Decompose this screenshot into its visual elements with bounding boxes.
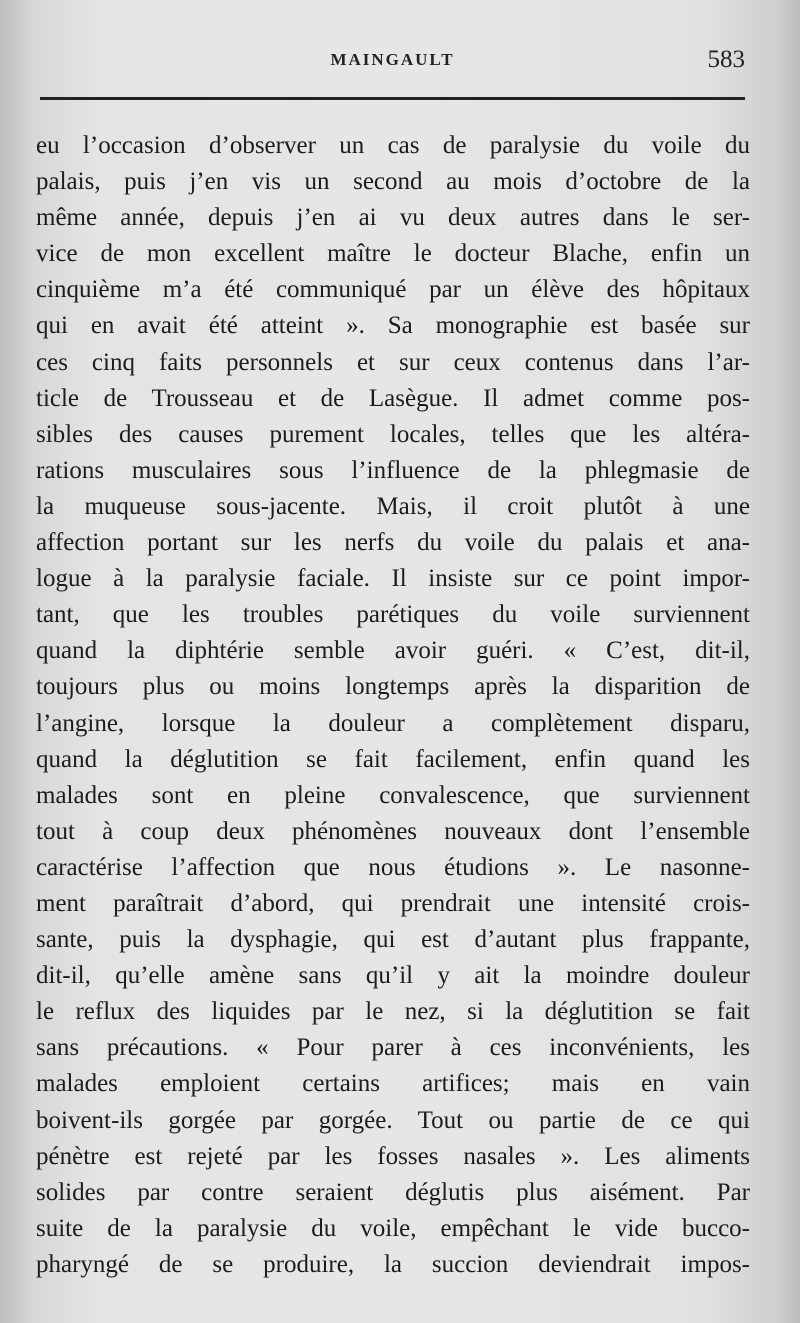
text-line: sibles des causes purement locales, telles que les altéra- <box>36 420 750 448</box>
text-line: suite de la paralysie du voile, empêchant le vide bucco- <box>36 1214 750 1242</box>
text-line: la muqueuse sous-jacente. Mais, il croit plutôt à une <box>36 492 750 520</box>
text-line: ticle de Trousseau et de Lasègue. Il admet comme pos- <box>36 384 750 412</box>
text-line: cinquième m’a été communiqué par un élève des hôpitaux <box>36 276 750 304</box>
page-number: 583 <box>707 46 745 73</box>
text-line: l’angine, lorsque la douleur a complètement disparu, <box>36 709 750 737</box>
text-line: ces cinq faits personnels et sur ceux contenus dans l’ar- <box>36 348 750 376</box>
text-line: solides par contre seraient déglutis plus aisément. Par <box>36 1178 750 1206</box>
text-line: caractérise l’affection que nous étudions ». Le nasonne- <box>36 853 750 881</box>
text-line: boivent-ils gorgée par gorgée. Tout ou partie de ce qui <box>36 1106 750 1134</box>
text-line: le reflux des liquides par le nez, si la déglutition se fait <box>36 998 750 1026</box>
text-line: sante, puis la dysphagie, qui est d’autant plus frappante, <box>36 926 750 954</box>
text-line: malades sont en pleine convalescence, que surviennent <box>36 781 750 809</box>
text-line: pénètre est rejeté par les fosses nasales ». Les aliments <box>36 1142 750 1170</box>
text-line: tout à coup deux phénomènes nouveaux dont l’ensemble <box>36 817 750 845</box>
text-line: logue à la paralysie faciale. Il insiste sur ce point impor- <box>36 565 750 593</box>
text-line: pharyngé de se produire, la succion deviendrait impos- <box>36 1250 750 1278</box>
text-line: rations musculaires sous l’influence de la phlegmasie de <box>36 456 750 484</box>
text-line: malades emploient certains artifices; mais en vain <box>36 1070 750 1098</box>
text-line: vice de mon excellent maître le docteur Blache, enfin un <box>36 240 750 268</box>
text-line: ment paraîtrait d’abord, qui prendrait une intensité crois- <box>36 889 750 917</box>
text-line: palais, puis j’en vis un second au mois d’octobre de la <box>36 168 750 196</box>
header-rule <box>40 97 745 100</box>
text-line: eu l’occasion d’observer un cas de paralysie du voile du <box>36 132 750 159</box>
text-line: quand la déglutition se fait facilement, enfin quand les <box>36 745 750 773</box>
body-text <box>36 128 750 1283</box>
text-line: qui en avait été atteint ». Sa monographie est basée sur <box>36 312 750 340</box>
text-line: même année, depuis j’en ai vu deux autres dans le ser- <box>36 204 750 232</box>
text-line: tant, que les troubles parétiques du voile surviennent <box>36 601 750 629</box>
running-header <box>40 46 745 76</box>
text-line: dit-il, qu’elle amène sans qu’il y ait la moindre douleur <box>36 962 750 990</box>
text-line: sans précautions. « Pour parer à ces inconvénients, les <box>36 1034 750 1062</box>
text-line: affection portant sur les nerfs du voile du palais et ana- <box>36 529 750 557</box>
running-title: MAINGAULT <box>330 50 455 69</box>
text-line: quand la diphtérie semble avoir guéri. « C’est, dit-il, <box>36 637 750 665</box>
text-line: toujours plus ou moins longtemps après la disparition de <box>36 673 750 701</box>
